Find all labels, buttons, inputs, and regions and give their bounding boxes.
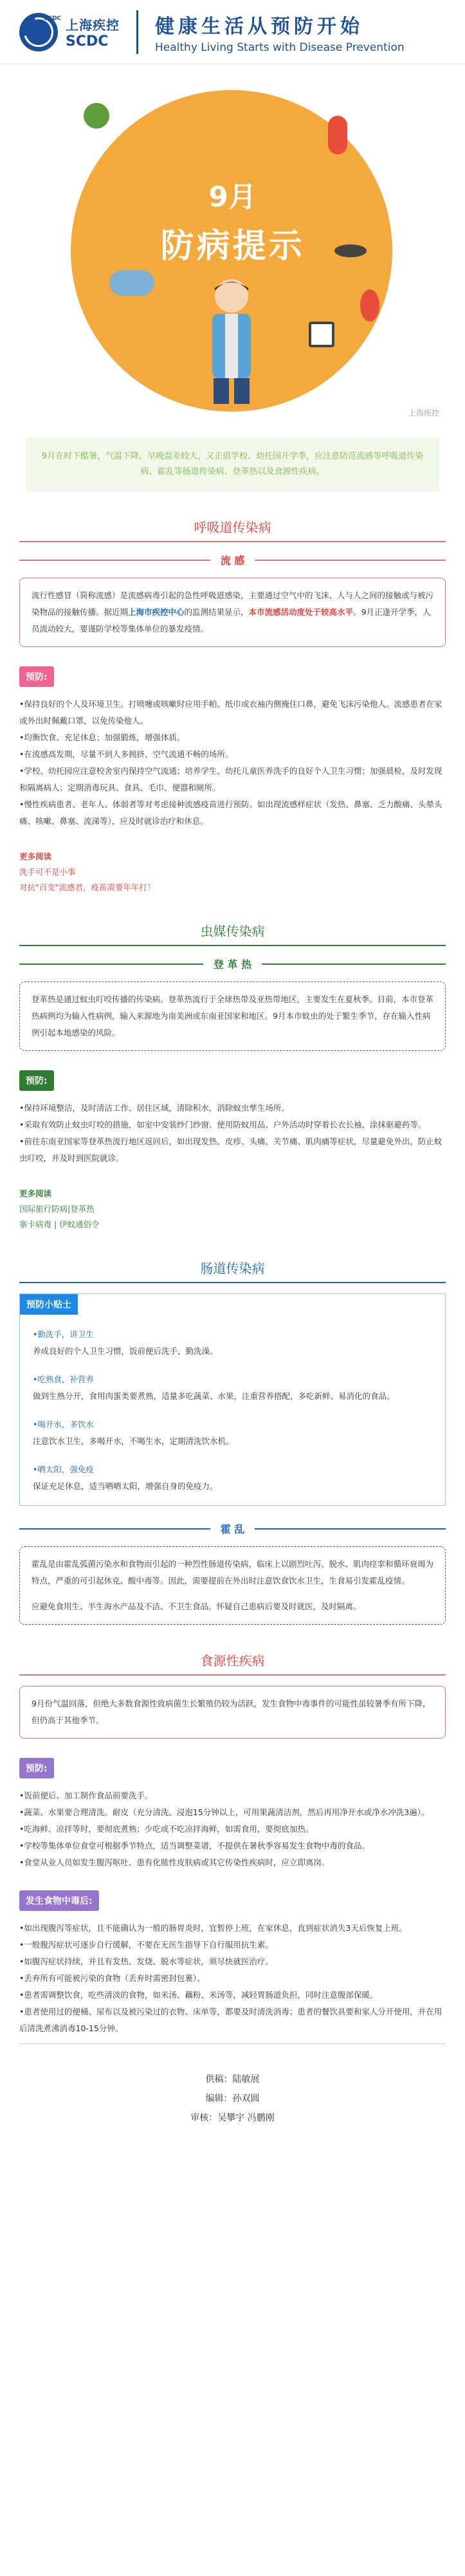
tip-item	[33, 1461, 432, 1495]
tip-title: •勤洗手，讲卫生	[33, 1329, 94, 1339]
tip-desc: 养成良好的个人卫生习惯，饭前便后洗手，勤洗澡。	[33, 1346, 218, 1356]
header	[0, 0, 465, 64]
cup-icon	[309, 322, 334, 347]
cdc-link[interactable]: 上海市疾控中心	[128, 607, 185, 617]
section-title: 呼吸道传染病	[194, 520, 271, 535]
section-title-wrap	[0, 517, 465, 541]
sub-heading-text: 登 革 热	[213, 958, 252, 971]
list-item: •在流感高发期，尽量不到人多拥挤、空气流通不畅的场所。	[19, 749, 233, 759]
section-divider	[19, 541, 446, 542]
tips-header: 预防小贴士	[20, 1294, 78, 1315]
list-item: •学校等集体单位食堂可根据季节特点，适当调整菜谱，不提供在暑秋季容易发生食物中毒的食品。	[19, 1841, 370, 1850]
logo-text	[66, 15, 120, 50]
hero-banner	[26, 77, 439, 425]
hero-watermark: 上海疾控	[408, 408, 439, 417]
list-item: •慢性疾病患者、老年人、体弱者等对考虑接种流感疫苗进行预防。如出现流感样症状（发热、鼻塞、乏力酸痛、头晕头痛、咳嗽、鼻塞、流涕等），应及时就诊治疗和休息。	[19, 799, 442, 826]
sub-heading-bar-right	[255, 560, 446, 561]
list-item: •蔬菜、水果要合理清洗。耐皮（充分清洗、浸泡15分钟以上，可用果蔬清洁剂，然后再用净开水或净水冲洗3遍）。	[19, 1807, 430, 1817]
more-reading-link[interactable]: 国际旅行防病|登革热	[19, 1204, 95, 1214]
foodborne-description: 9月份气温回落，但绝大多数食源性致病菌生长繁殖仍较为活跃，发生食物中毒事件的可能性虽较暑季有所下降，但仍高于其他季节。	[19, 1686, 446, 1739]
header-slogan	[136, 10, 405, 54]
tip-title: •喝开水，多饮水	[33, 1420, 94, 1429]
list-item: •采取有效防止蚊虫叮咬的措施，如室中安装纱门纱窗、使用防蚊用品、户外活动时穿着长衣长袖、涂抹驱避药等。	[19, 1120, 426, 1129]
footer-credits	[0, 2070, 465, 2128]
spacer	[32, 1589, 433, 1598]
list-item: •如出现腹泻等症状，且不能确认为一般的肠胃炎时，宜暂停上班，在家休息，直到症状消失3天后恢复上班。	[19, 1923, 407, 1933]
section-title-wrap	[0, 1258, 465, 1282]
section-vector	[0, 921, 465, 1232]
more-reading-link[interactable]: 寨卡病毒 | 伊蚊通俗令	[19, 1219, 100, 1229]
list-item: •患者使用过的便桶、尿布以及被污染过的衣物、床单等，都要及时清洗消毒；患者的餐饮具要和家人分开使用，并在用后清洗煮沸消毒10-15分钟。	[19, 2007, 442, 2033]
tip-title: •吃熟食，补营养	[33, 1375, 94, 1384]
list-item: •一般腹泻症状可逐步自行缓解，不要在无医生指导下自行服用抗生素。	[19, 1940, 273, 1950]
list-item: •前往东南亚国家等登革热流行地区返回后，如出现发热、皮疹、头痛、关节痛、肌肉痛等症状，尽量避免外出，防止蚊虫叮咬，并及时到医院就诊。	[19, 1137, 442, 1163]
after-poisoning-tag: 发生食物中毒后:	[19, 1890, 99, 1911]
flu-body-post: 。9月正逢开学季，人员流动较大，要谨防学校等集体单位的暴发疫情。	[32, 607, 431, 634]
more-reading-label: 更多阅读	[19, 852, 52, 861]
section-title-wrap	[0, 921, 465, 945]
more-reading	[19, 1186, 446, 1232]
more-reading-link[interactable]: 洗手可不是小事	[19, 867, 76, 877]
cholera-body-1: 霍乱是由霍乱弧菌污染水和食物而引起的一种烈性肠道传染病，临床上以剧烈吐泻、脱水、肌肉痉挛和循环衰竭为特点，严重的可引起休克、酸中毒等。因此，需要提前在外出时注意饮食饮水卫生，生食易引发霍乱疫情。	[32, 1559, 434, 1585]
flu-body-emphasis: 本市流感活动度处于较高水平	[248, 607, 354, 617]
lobster-icon	[360, 289, 379, 322]
logo-cn: 上海疾控	[66, 17, 120, 33]
section-title: 食源性疾病	[200, 1653, 265, 1668]
prevention-tag: 预防:	[19, 1758, 54, 1778]
flu-body-mid: 的监测结果显示，	[184, 607, 249, 617]
more-reading	[19, 849, 446, 895]
credit-line: 审核：吴攀宇 冯鹏刚	[190, 2113, 275, 2123]
sub-heading	[19, 956, 446, 971]
section-foodborne	[0, 1650, 465, 2037]
more-reading-link[interactable]: 对抗"百变"流感君，疫苗需要年年打！	[19, 882, 156, 892]
hero-month: 9月	[208, 181, 257, 214]
after-poisoning-list	[19, 1920, 446, 2037]
footer-divider	[19, 2043, 446, 2044]
section-title: 虫媒传染病	[200, 924, 265, 939]
cholera-description	[19, 1546, 446, 1625]
tip-item	[33, 1371, 432, 1405]
cholera-body-2: 应避免食用生、半生海水产品及不洁、不卫生食品。怀疑自己患病后要及时就医，及时隔离。	[32, 1602, 361, 1611]
sub-heading	[19, 1521, 446, 1536]
list-item: •患者需调整饮食，吃些清淡的食物，如米汤、藕粉、米汤等，减轻胃肠道负担，同时注意腹部保暖。	[19, 1990, 378, 2000]
flu-body-pre: 流行性感冒（简称流感）是流感病毒引起的急性呼吸道感染，主要通过空气中的飞沫、人与人之间的接触或与被污染物品的接触传播。据近期	[32, 590, 434, 617]
prevention-tag: 预防:	[19, 666, 54, 687]
list-item: •饭前便后、加工制作食品前要洗手。	[19, 1791, 153, 1800]
sub-heading-bar-left	[19, 964, 203, 965]
prevention-list	[19, 696, 446, 830]
sub-heading-bar-left	[19, 1528, 210, 1530]
section-title: 肠道传染病	[200, 1261, 265, 1276]
tip-desc: 保证充足休息，适当晒晒太阳，增强自身的免疫力。	[33, 1481, 218, 1491]
tip-desc: 做到生熟分开，食用肉蛋类要煮熟，适量多吃蔬菜、水果，注重营养搭配，多吃新鲜、易消化的食品。	[33, 1391, 395, 1401]
sick-person-icon	[193, 277, 270, 405]
slogan-en: Healthy Living Starts with Disease Prevention	[155, 41, 405, 54]
list-item: •保持良好的个人及环境卫生。打喷嚏或咳嗽时应用手帕、纸巾或衣袖内侧掩住口鼻，避免飞沫污染他人。流感患者在家或外出时佩戴口罩，以免传染他人。	[19, 699, 442, 726]
prevention-tag: 预防:	[19, 1070, 54, 1091]
more-reading-label: 更多阅读	[19, 1189, 52, 1198]
tip-item	[33, 1326, 432, 1360]
sub-heading-bar-right	[262, 964, 446, 965]
sub-heading-text: 流 感	[220, 554, 245, 567]
tip-item	[33, 1416, 432, 1450]
section-divider	[19, 1282, 446, 1283]
slogan-cn: 健康生活从预防开始	[155, 15, 363, 38]
tip-desc: 注意饮水卫生，多喝开水，不喝生水，定期清洗饮水机。	[33, 1436, 234, 1446]
cloud-icon	[109, 270, 154, 296]
credit-line: 编辑：孙双圆	[205, 2094, 260, 2104]
section-divider	[19, 945, 446, 946]
list-item: •均衡饮食、充足休息；加强锻炼，增强体质。	[19, 733, 185, 742]
pill-icon	[328, 116, 347, 154]
virus-icon	[84, 103, 109, 129]
hero-title	[26, 174, 439, 267]
list-item: •吃海鲜、凉拌等时，要彻底煮熟；少吃或不吃凉拌海鲜，如需食用，要彻底加热。	[19, 1824, 314, 1834]
hero-main-title: 防病提示	[160, 227, 305, 266]
sub-heading	[19, 553, 446, 567]
logo	[19, 13, 62, 51]
dengue-description: 登革热是通过蚊虫叮咬传播的传染病。登革热流行于全球热带及亚热带地区，主要发生在夏秋季。目前，本市登革热病例均为输入性病例，输入来源地为南美洲或东南亚国家和地区。9月本市蚊虫的处于繁生季节，存在输入性病例引起本地感染的风险。	[19, 982, 446, 1051]
logo-en: SCDC	[66, 33, 109, 50]
list-item: •如腹泻症状持续，并且有发热、发烧、脱水等症状，须尽快就医治疗。	[19, 1957, 273, 1966]
section-title-wrap	[0, 1650, 465, 1674]
list-item: •食堂从业人员如发生腹泻呕吐、患有化脓性皮肤病或其它传染性疾病时，应立即离岗。	[19, 1858, 330, 1867]
prevention-list	[19, 1100, 446, 1167]
section-divider	[19, 1674, 446, 1676]
sub-heading-bar-left	[19, 560, 210, 561]
tips-panel	[19, 1293, 446, 1506]
list-item: •丢弃所有可能被污染的食物（丢弃时需密封包裹）。	[19, 1973, 205, 1983]
list-item: •学校、幼托园应注意校舍室内保持空气流通；培养学生、幼托儿童医养洗手的良好个人卫生习惯；加强晨检，及时发现和隔离病人；定期消毒玩具、食具、毛巾、便器和厕所。	[19, 766, 442, 792]
tip-title: •晒太阳，强免疫	[33, 1465, 94, 1474]
sub-heading-text: 霍 乱	[220, 1523, 245, 1535]
sub-heading-bar-right	[255, 1528, 446, 1530]
logo-sup: SCDC	[44, 15, 62, 22]
section-intestinal	[0, 1258, 465, 1625]
list-item: •保持环境整洁，及时清洁工作、居住区域，清除积水，消除蚊虫孳生场所。	[19, 1103, 289, 1113]
intro-text: 9月在时下酷暑，气温下降，早晚温差较大，又正值学校、幼托园开学季，应注意防范流感等呼吸道传染病、霍乱等肠道传染病、登革热以及食源性疾病。	[26, 437, 439, 491]
credit-line: 供稿：陆敏展	[205, 2074, 260, 2085]
prevention-list	[19, 1787, 446, 1871]
section-respiratory	[0, 517, 465, 895]
flu-description	[19, 578, 446, 647]
